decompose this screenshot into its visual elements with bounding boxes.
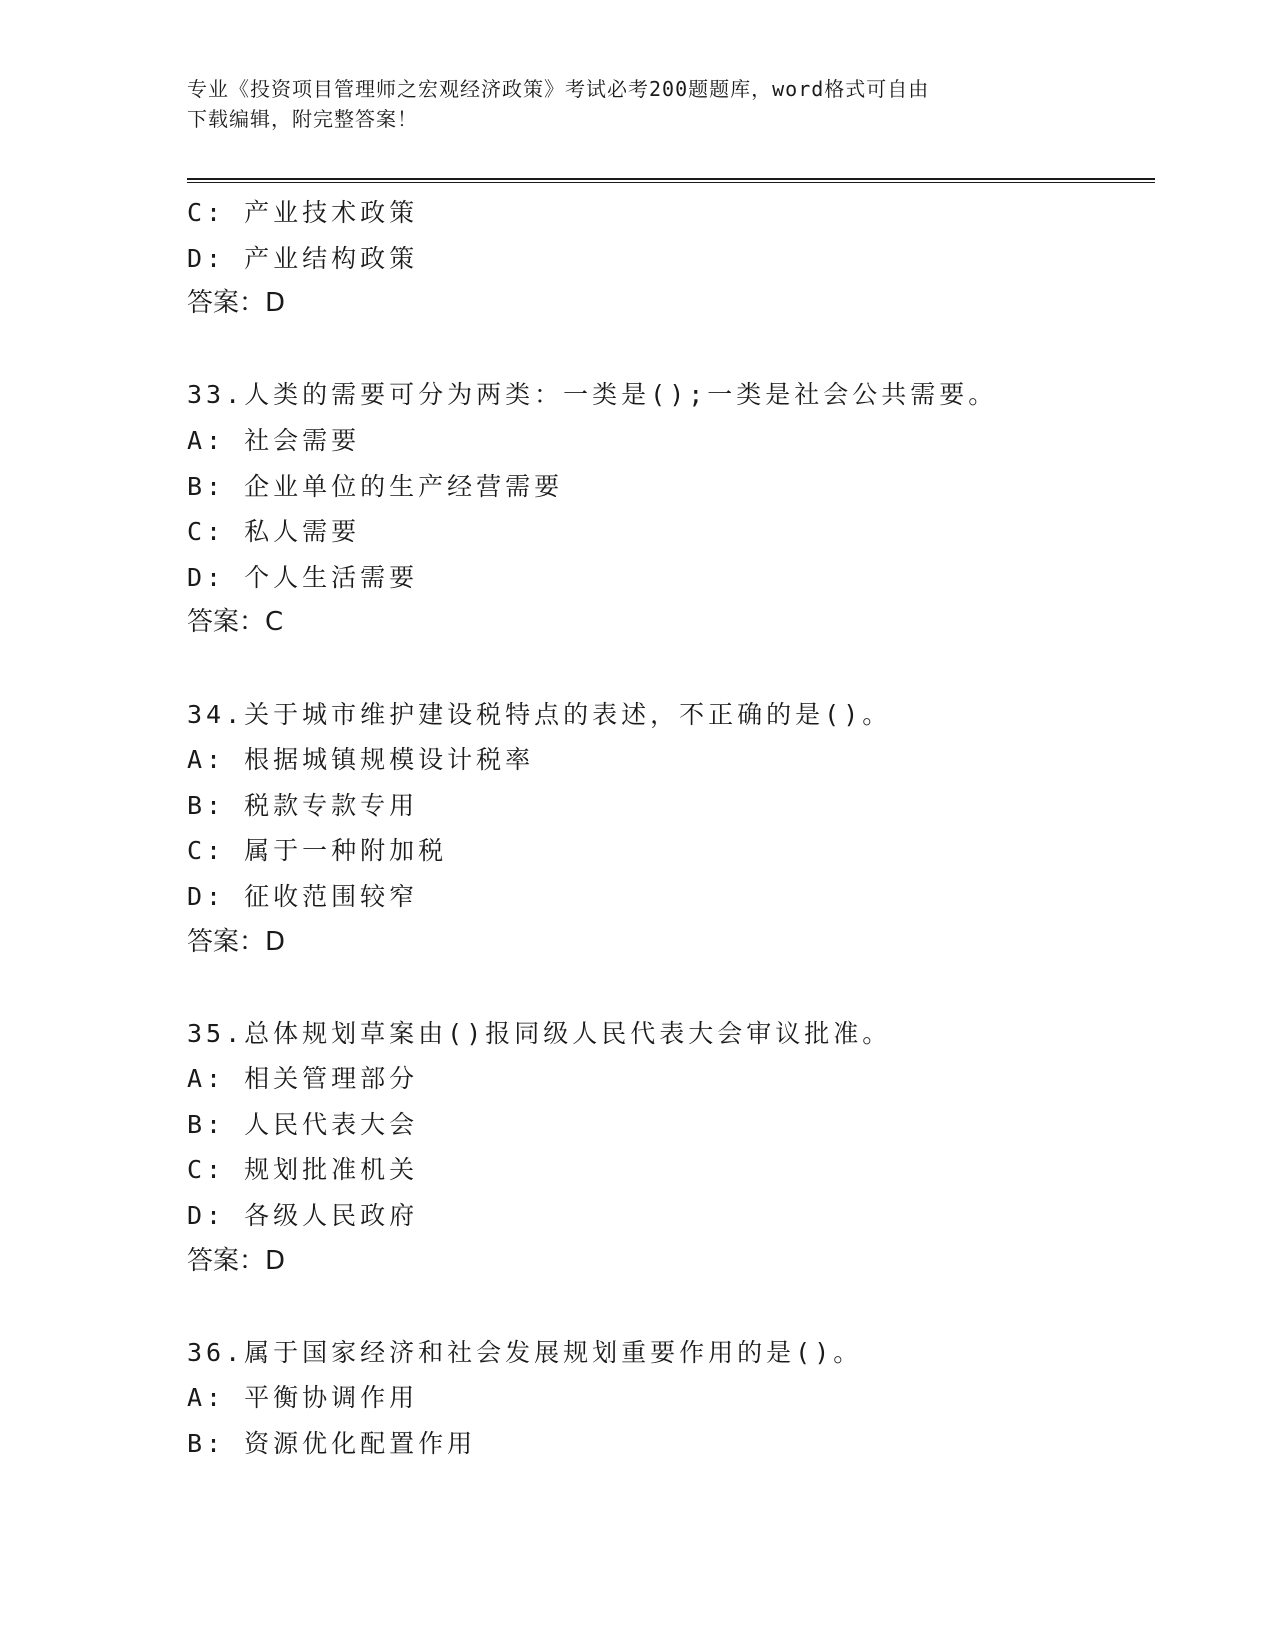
option-a: A: 根据城镇规模设计税率 [187,745,535,775]
spacer [187,965,1155,1011]
answer-line: 答案：D [187,1245,286,1276]
document-header [187,74,1087,134]
question-stem: 34.关于城市维护建设税特点的表述，不正确的是()。 [187,699,892,729]
answer-line: 答案：D [187,926,286,957]
question-stem: 33.人类的需要可分为两类：一类是();一类是社会公共需要。 [187,380,998,410]
option-b: B: 企业单位的生产经营需要 [187,471,564,501]
option-c: C: 规划批准机关 [187,1155,419,1185]
option-d: D: 各级人民政府 [187,1201,419,1231]
option-d: D: 个人生活需要 [187,562,419,592]
option-c: C: 私人需要 [187,517,361,547]
option-d: D: 产业结构政策 [187,243,419,273]
option-c: C: 属于一种附加税 [187,836,448,866]
spacer [187,327,1155,373]
spacer [187,1284,1155,1330]
option-b: B: 资源优化配置作用 [187,1429,477,1459]
option-c: C: 产业技术政策 [187,198,419,227]
option-a: A: 社会需要 [187,425,361,455]
option-b: B: 税款专款专用 [187,790,419,820]
answer-line: 答案：D [187,288,286,319]
header-divider [187,178,1155,183]
question-list [187,190,1155,1467]
answer-line: 答案：C [187,607,284,638]
question-stem: 36.属于国家经济和社会发展规划重要作用的是()。 [187,1337,863,1367]
spacer [187,646,1155,692]
question-stem: 35.总体规划草案由()报同级人民代表大会审议批准。 [187,1018,892,1048]
header-line-2: 下载编辑，附完整答案！ [187,107,418,131]
option-d: D: 征收范围较窄 [187,881,419,911]
option-b: B: 人民代表大会 [187,1109,419,1139]
header-line-1: 专业《投资项目管理师之宏观经济政策》考试必考200题题库，word格式可自由 [187,77,930,101]
option-a: A: 相关管理部分 [187,1064,419,1094]
option-a: A: 平衡协调作用 [187,1383,419,1413]
